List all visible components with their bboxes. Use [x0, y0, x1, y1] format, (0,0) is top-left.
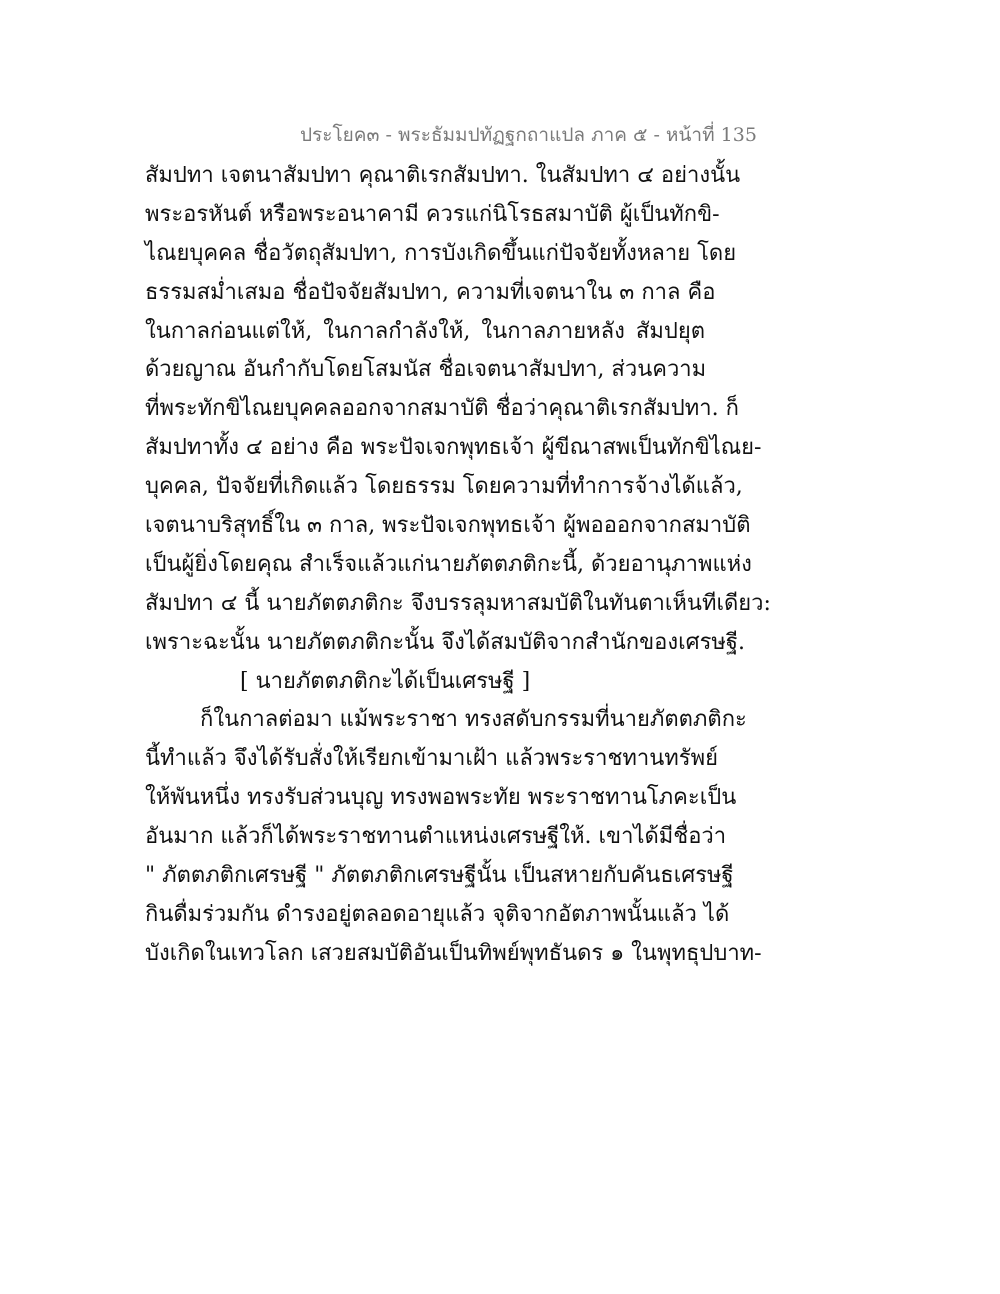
- body-text: [145, 158, 771, 975]
- text-line: ในกาลก่อนแต่ให้, ในกาลกำลังให้, ในกาลภายหลัง สัมปยุต: [145, 318, 705, 344]
- text-line: อันมาก แล้วก็ได้พระราชทานตำแหน่งเศรษฐีให้. เขาได้มีชื่อว่า: [145, 824, 727, 850]
- text-line: เพราะฉะนั้น นายภัตตภติกะนั้น จึงได้สมบัติจากสำนักของเศรษฐี.: [145, 629, 746, 655]
- text-line: สัมปทา ๔ นี้ นายภัตตภติกะ จึงบรรลุมหาสมบัติในทันตาเห็นทีเดียว:: [145, 590, 771, 616]
- text-line: เป็นผู้ยิ่งโดยคุณ สำเร็จแล้วแก่นายภัตตภติกะนี้, ด้วยอานุภาพแห่ง: [145, 551, 752, 577]
- text-line: บังเกิดในเทวโลก เสวยสมบัติอันเป็นทิพย์พุทธันดร ๑ ในพุทธุปบาท-: [145, 940, 762, 966]
- running-header: ประโยค๓ - พระธัมมปทัฏฐกถาแปล ภาค ๕ - หน้าที่ 135: [300, 124, 757, 146]
- text-line: บุคคล, ปัจจัยที่เกิดแล้ว โดยธรรม โดยความที่ทำการจ้างได้แล้ว,: [145, 474, 743, 500]
- paragraph-first-line: ก็ในกาลต่อมา แม้พระราชา ทรงสดับกรรมที่นายภัตตภติกะ: [200, 707, 747, 733]
- text-line: กินดื่มร่วมกัน ดำรงอยู่ตลอดอายุแล้ว จุติจากอัตภาพนั้นแล้ว ได้: [145, 901, 730, 927]
- text-line: สัมปทาทั้ง ๔ อย่าง คือ พระปัจเจกพุทธเจ้า ผู้ขีณาสพเป็นทักขิไณย-: [145, 435, 762, 461]
- text-line: พระอรหันต์ หรือพระอนาคามี ควรแก่นิโรธสมาบัติ ผู้เป็นทักขิ-: [145, 201, 720, 227]
- text-line: เจตนาบริสุทธิ์ใน ๓ กาล, พระปัจเจกพุทธเจ้า ผู้พอออกจากสมาบัติ: [145, 513, 751, 539]
- section-heading: [ นายภัตตภติกะได้เป็นเศรษฐี ]: [240, 668, 531, 694]
- text-line: ให้พันหนึ่ง ทรงรับส่วนบุญ ทรงพอพระทัย พระราชทานโภคะเป็น: [145, 785, 737, 811]
- text-line: ที่พระทักขิไณยบุคคลออกจากสมาบัติ ชื่อว่าคุณาติเรกสัมปทา. ก็: [145, 396, 739, 422]
- text-line: นี้ทำแล้ว จึงได้รับสั่งให้เรียกเข้ามาเฝ้า แล้วพระราชทานทรัพย์: [145, 746, 719, 772]
- text-line: ไณยบุคคล ชื่อวัตถุสัมปทา, การบังเกิดขึ้นแก่ปัจจัยทั้งหลาย โดย: [145, 240, 737, 266]
- text-line: สัมปทา เจตนาสัมปทา คุณาติเรกสัมปทา. ในสัมปทา ๔ อย่างนั้น: [145, 163, 741, 188]
- text-line: ด้วยญาณ อันกำกับโดยโสมนัส ชื่อเจตนาสัมปทา, ส่วนความ: [145, 357, 707, 383]
- text-line: " ภัตตภติกเศรษฐี " ภัตตภติกเศรษฐีนั้น เป็นสหายกับคันธเศรษฐี: [145, 863, 734, 889]
- text-line: ธรรมสม่ำเสมอ ชื่อปัจจัยสัมปทา, ความที่เจตนาใน ๓ กาล คือ: [145, 279, 716, 305]
